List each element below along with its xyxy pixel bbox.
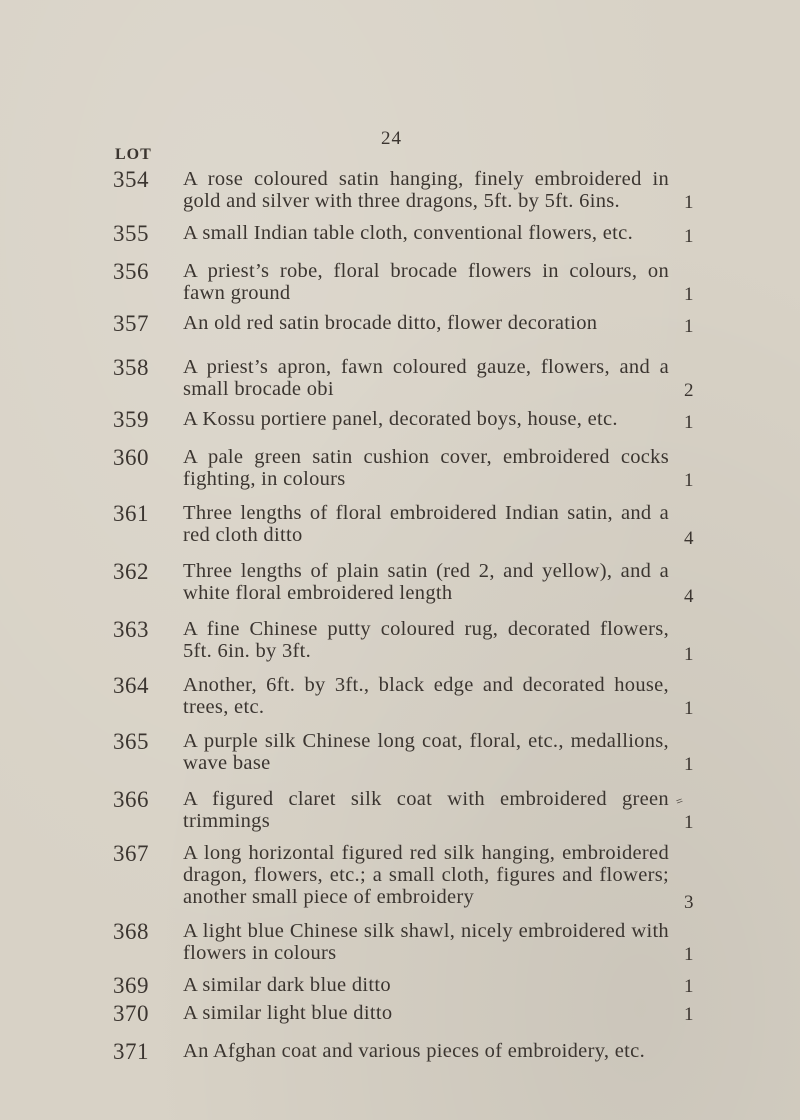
lot-description: An Afghan coat and various pieces of embroidery, etc. [183, 1040, 645, 1062]
lot-quantity: 4 [684, 586, 694, 607]
lot-quantity: 1 [684, 284, 694, 305]
lot-number: 361 [113, 501, 149, 526]
lot-description: An old red satin brocade ditto, flower decoration [183, 312, 598, 334]
lot-description: A rose coloured satin hanging, finely embroidered in gold and silver with three dragons, 5ft. by 5ft. 6ins. [183, 168, 669, 212]
lot-description: Three lengths of plain satin (red 2, and yellow), and a white floral embroidered length [183, 560, 669, 604]
lot-description: A priest’s apron, fawn coloured gauze, flowers, and a small brocade obi [183, 356, 669, 400]
lot-quantity: 2 [684, 380, 694, 401]
lot-quantity: 1 [684, 644, 694, 665]
lot-quantity: 1 [684, 976, 694, 997]
lot-number: 368 [113, 919, 149, 944]
lot-number: 354 [113, 167, 149, 192]
margin-pencil-mark: = [673, 793, 685, 809]
lot-quantity: 1 [684, 812, 694, 833]
lot-quantity: 1 [684, 226, 694, 247]
lot-quantity: 1 [684, 192, 694, 213]
lot-quantity: 3 [684, 892, 694, 913]
lot-quantity: 1 [684, 470, 694, 491]
lot-quantity: 1 [684, 1004, 694, 1025]
lot-description: A Kossu portiere panel, decorated boys, house, etc. [183, 408, 618, 430]
lot-quantity: 4 [684, 528, 694, 549]
lot-description: A small Indian table cloth, conventional flowers, etc. [183, 222, 633, 244]
lot-quantity: 1 [684, 754, 694, 775]
lot-description: A similar dark blue ditto [183, 974, 391, 996]
lot-number: 365 [113, 729, 149, 754]
lot-description: A fine Chinese putty coloured rug, decorated flowers, 5ft. 6in. by 3ft. [183, 618, 669, 662]
lot-number: 356 [113, 259, 149, 284]
lot-number: 363 [113, 617, 149, 642]
lot-number: 370 [113, 1001, 149, 1026]
lot-number: 364 [113, 673, 149, 698]
lot-description: A priest’s robe, floral brocade flowers in colours, on fawn ground [183, 260, 669, 304]
lot-number: 355 [113, 221, 149, 246]
lot-description: Three lengths of floral embroidered Indian satin, and a red cloth ditto [183, 502, 669, 546]
lot-number: 358 [113, 355, 149, 380]
lot-number: 366 [113, 787, 149, 812]
lot-number: 360 [113, 445, 149, 470]
lot-number: 357 [113, 311, 149, 336]
lot-description: A pale green satin cushion cover, embroidered cocks fighting, in colours [183, 446, 669, 490]
lot-description: A similar light blue ditto [183, 1002, 393, 1024]
lot-quantity: 1 [684, 412, 694, 433]
lot-description: A long horizontal figured red silk hanging, embroidered dragon, flowers, etc.; a small cloth, figures and flowers; another small piece of embroidery [183, 842, 669, 908]
lot-number: 369 [113, 973, 149, 998]
lot-quantity: 1 [684, 316, 694, 337]
page-number: 24 [381, 128, 402, 149]
lot-description: A light blue Chinese silk shawl, nicely embroidered with flowers in colours [183, 920, 669, 964]
lot-number: 367 [113, 841, 149, 866]
lot-number: 362 [113, 559, 149, 584]
lot-quantity: 1 [684, 698, 694, 719]
lot-description: A purple silk Chinese long coat, floral, etc., medallions, wave base [183, 730, 669, 774]
lot-number: 371 [113, 1039, 149, 1064]
lot-description: Another, 6ft. by 3ft., black edge and decorated house, trees, etc. [183, 674, 669, 718]
lot-quantity: 1 [684, 944, 694, 965]
lot-description: A figured claret silk coat with embroidered green trimmings [183, 788, 669, 832]
lot-number: 359 [113, 407, 149, 432]
lot-column-header: LOT [115, 146, 152, 163]
